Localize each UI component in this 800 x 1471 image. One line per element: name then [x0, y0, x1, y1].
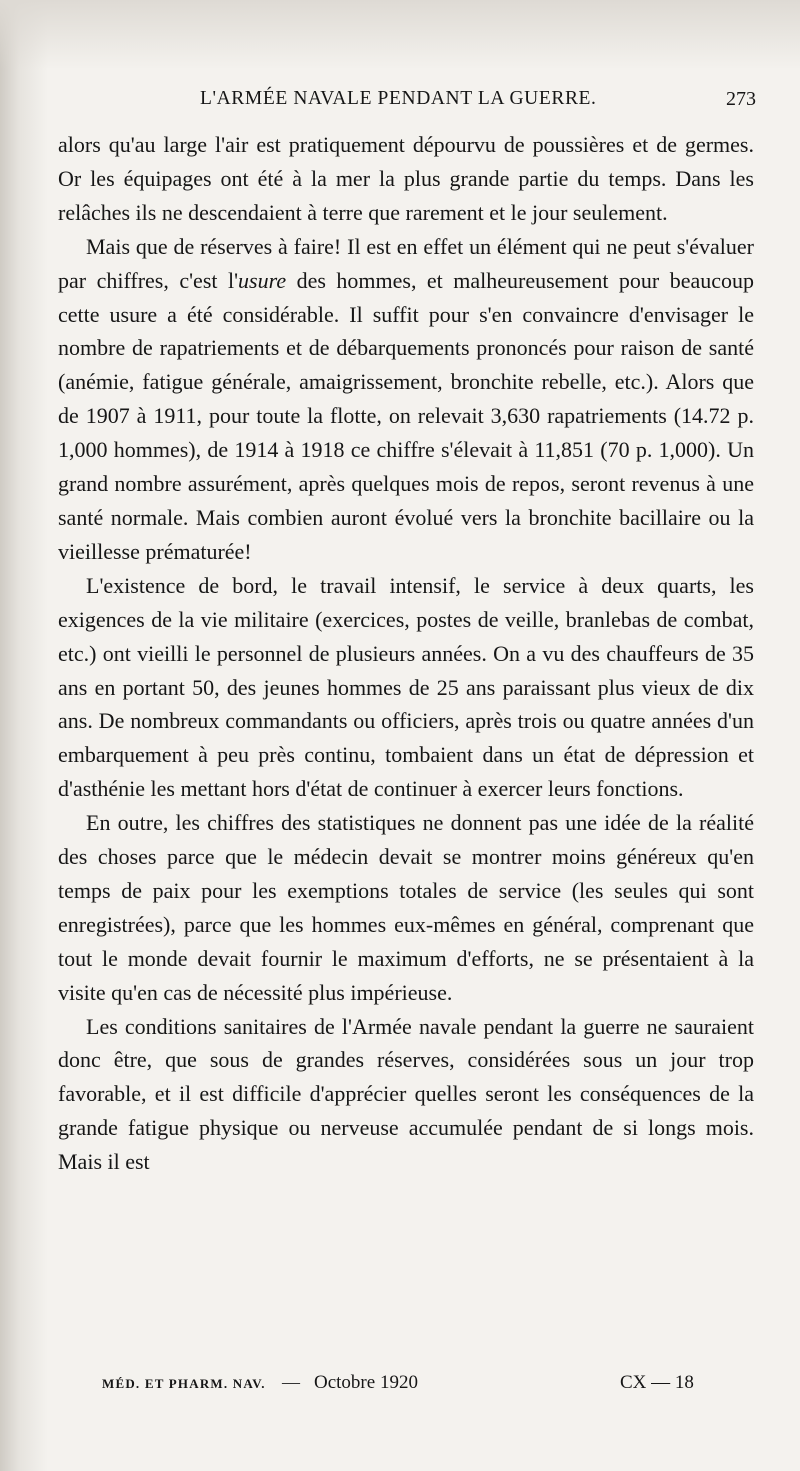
paragraph-conditions-sanitaires [58, 1010, 754, 1180]
paragraph-existence-de-bord [58, 569, 754, 806]
body-text [58, 128, 754, 1179]
scan-shadow-top [0, 0, 800, 70]
emphasis-usure: usure [238, 267, 287, 293]
paragraph-3-text: L'existence de bord, le travail intensif, le service à deux quarts, les exigences de la vie militaire (exercices, postes de veille, branlebas de combat, etc.) ont vieilli le personnel de plusieurs années. On a vu des chauffeurs de 35 ans en portant 50, des jeunes hommes de 25 ans paraissant plus vieux de dix ans. De nombreux commandants ou officiers, après trois ou quatre années d'un embarquement à peu près continu, tombaient dans un état de dépression et d'asthénie les mettant hors d'état de continuer à exercer leurs fonctions. [58, 572, 754, 802]
paragraph-continuation [58, 128, 754, 230]
paragraph-statistiques [58, 806, 754, 1009]
footer-separator: — [282, 1372, 300, 1392]
footer-source: MÉD. ET PHARM. NAV. [102, 1376, 266, 1391]
paragraph-5-text: Les conditions sanitaires de l'Armée navale pendant la guerre ne sauraient donc être, que sous de grandes réserves, considérées sous un jour trop favorable, et il est difficile d'apprécier quelles seront les conséquences de la grande fatigue physique ou nerveuse accumulée pendant de si longs mois. Mais il est [58, 1013, 754, 1175]
footer-signature-mark: CX — 18 [620, 1372, 694, 1393]
footer-date: Octobre 1920 [314, 1372, 418, 1393]
paragraph-2-text-end: des hommes, et malheureusement pour beaucoup cette usure a été considérable. Il suffit pour s'en convaincre d'envisager le nombre de rapatriements et de débarquements prononcés pour raison de santé (anémie, fatigue générale, amaigrissement, bronchite rebelle, etc.). Alors que de 1907 à 1911, pour toute la flotte, on relevait 3,630 rapatriements (14.72 p. 1,000 hommes), de 1914 à 1918 ce chiffre s'élevait à 11,851 (70 p. 1,000). Un grand nombre assurément, après quelques mois de repos, seront revenus à une santé normale. Mais combien auront évolué vers la bronchite bacillaire ou la vieillesse prématurée! [58, 267, 754, 564]
running-head [58, 88, 758, 116]
page-footer [58, 1372, 758, 1400]
page-number: 273 [726, 88, 756, 110]
running-title: L'ARMÉE NAVALE PENDANT LA GUERRE. [200, 88, 597, 109]
paragraph-1-text: alors qu'au large l'air est pratiquement dépourvu de poussières et de germes. Or les équipages ont été à la mer la plus grande partie du temps. Dans les relâches ils ne descendaient à terre que rarement et le jour seulement. [58, 132, 754, 225]
scan-shadow-left [0, 0, 48, 1471]
paragraph-usure [58, 230, 754, 569]
paragraph-4-text: En outre, les chiffres des statistiques ne donnent pas une idée de la réalité des choses parce que le médecin devait se montrer moins généreux qu'en temps de paix pour les exemptions totales de service (les seules qui sont enregistrées), parce que les hommes eux-mêmes en général, comprenant que tout le monde devait fournir le maximum d'efforts, ne se présentaient à la visite qu'en cas de nécessité plus impérieuse. [58, 810, 754, 1005]
paragraph-2-text-start: Mais que de réserves à faire! Il est en effet un élément qui ne peut s'évaluer par chiffres, c'est l' [58, 233, 754, 293]
